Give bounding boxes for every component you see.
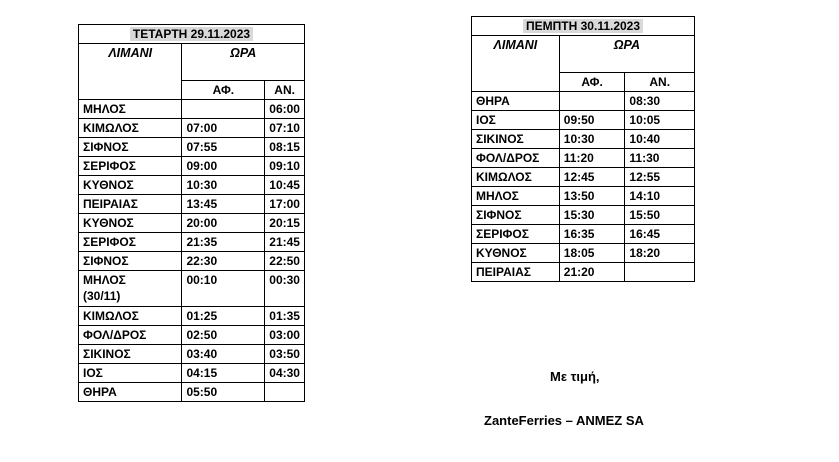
port-cell: ΚΙΜΩΛΟΣ bbox=[79, 307, 182, 326]
arrival-cell: 15:50 bbox=[625, 206, 695, 225]
departure-cell: 07:55 bbox=[182, 138, 265, 157]
port-cell: ΚΥΘΝΟΣ bbox=[79, 176, 182, 195]
departure-cell bbox=[559, 92, 625, 111]
table-row bbox=[472, 168, 695, 187]
departure-cell: 15:30 bbox=[559, 206, 625, 225]
arrival-cell: 06:00 bbox=[265, 100, 305, 119]
table-row bbox=[79, 214, 305, 233]
departure-cell: 01:25 bbox=[182, 307, 265, 326]
arrival-cell: 18:20 bbox=[625, 244, 695, 263]
date-cell bbox=[79, 25, 305, 44]
arrival-cell: 03:00 bbox=[265, 326, 305, 345]
header-row bbox=[472, 36, 695, 73]
arrival-header: ΑΝ. bbox=[625, 73, 695, 92]
table-row bbox=[79, 195, 305, 214]
departure-cell: 10:30 bbox=[559, 130, 625, 149]
port-cell: ΣΕΡΙΦΟΣ bbox=[79, 157, 182, 176]
table-row bbox=[472, 130, 695, 149]
arrival-cell: 09:10 bbox=[265, 157, 305, 176]
date-cell bbox=[472, 17, 695, 36]
table-row bbox=[79, 233, 305, 252]
departure-cell: 03:40 bbox=[182, 345, 265, 364]
departure-cell: 05:50 bbox=[182, 383, 265, 402]
arrival-cell: 08:15 bbox=[265, 138, 305, 157]
arrival-cell: 07:10 bbox=[265, 119, 305, 138]
port-cell: ΠΕΙΡΑΙΑΣ bbox=[79, 195, 182, 214]
departure-cell: 20:00 bbox=[182, 214, 265, 233]
departure-header: ΑΦ. bbox=[559, 73, 625, 92]
departure-cell: 11:20 bbox=[559, 149, 625, 168]
arrival-cell: 10:45 bbox=[265, 176, 305, 195]
table-row bbox=[79, 326, 305, 345]
arrival-cell: 20:15 bbox=[265, 214, 305, 233]
header-row bbox=[79, 44, 305, 81]
port-cell: ΜΗΛΟΣ bbox=[79, 100, 182, 119]
table-row bbox=[79, 138, 305, 157]
port-cell: ΘΗΡΑ bbox=[472, 92, 560, 111]
arrival-cell: 14:10 bbox=[625, 187, 695, 206]
departure-cell: 13:50 bbox=[559, 187, 625, 206]
port-cell: ΜΗΛΟΣ bbox=[472, 187, 560, 206]
time-header: ΩΡΑ bbox=[559, 36, 694, 73]
arrival-cell: 12:55 bbox=[625, 168, 695, 187]
port-cell: ΣΙΦΝΟΣ bbox=[79, 138, 182, 157]
arrival-header: ΑΝ. bbox=[265, 81, 305, 100]
table-row bbox=[79, 252, 305, 271]
arrival-cell: 08:30 bbox=[625, 92, 695, 111]
departure-cell: 21:20 bbox=[559, 263, 625, 282]
departure-cell: 00:10 bbox=[182, 271, 265, 307]
departure-cell: 02:50 bbox=[182, 326, 265, 345]
port-cell: ΦΟΛ/ΔΡΟΣ bbox=[79, 326, 182, 345]
table-row bbox=[79, 307, 305, 326]
table-row bbox=[472, 263, 695, 282]
port-cell: ΚΙΜΩΛΟΣ bbox=[472, 168, 560, 187]
port-cell: ΦΟΛ/ΔΡΟΣ bbox=[472, 149, 560, 168]
port-cell: ΚΙΜΩΛΟΣ bbox=[79, 119, 182, 138]
date-label: ΤΕΤΑΡΤΗ 29.11.2023 bbox=[130, 27, 253, 41]
table-row bbox=[472, 92, 695, 111]
arrival-cell: 16:45 bbox=[625, 225, 695, 244]
arrival-cell: 10:05 bbox=[625, 111, 695, 130]
table-row bbox=[472, 244, 695, 263]
arrival-cell: 21:45 bbox=[265, 233, 305, 252]
date-label: ΠΕΜΠΤΗ 30.11.2023 bbox=[523, 19, 643, 33]
arrival-cell bbox=[625, 263, 695, 282]
departure-cell: 04:15 bbox=[182, 364, 265, 383]
port-cell: ΚΥΘΝΟΣ bbox=[472, 244, 560, 263]
departure-cell: 18:05 bbox=[559, 244, 625, 263]
arrival-cell: 11:30 bbox=[625, 149, 695, 168]
arrival-cell bbox=[265, 383, 305, 402]
time-header: ΩΡΑ bbox=[182, 44, 305, 81]
table-row bbox=[472, 187, 695, 206]
port-cell: ΣΕΡΙΦΟΣ bbox=[472, 225, 560, 244]
arrival-cell: 04:30 bbox=[265, 364, 305, 383]
arrival-cell: 01:35 bbox=[265, 307, 305, 326]
table-row bbox=[79, 383, 305, 402]
port-cell: ΙΟΣ bbox=[472, 111, 560, 130]
departure-cell: 10:30 bbox=[182, 176, 265, 195]
table-row bbox=[79, 119, 305, 138]
port-cell bbox=[79, 271, 182, 307]
port-cell: ΣΕΡΙΦΟΣ bbox=[79, 233, 182, 252]
departure-cell: 21:35 bbox=[182, 233, 265, 252]
departure-cell: 16:35 bbox=[559, 225, 625, 244]
departure-cell: 13:45 bbox=[182, 195, 265, 214]
port-cell: ΣΙΦΝΟΣ bbox=[79, 252, 182, 271]
closing-text: Με τιμή, bbox=[550, 369, 600, 384]
table-row bbox=[79, 364, 305, 383]
port-cell: ΘΗΡΑ bbox=[79, 383, 182, 402]
departure-cell: 09:50 bbox=[559, 111, 625, 130]
departure-cell: 09:00 bbox=[182, 157, 265, 176]
table-row bbox=[79, 345, 305, 364]
company-signature: ZanteFerries – ANMEZ SA bbox=[484, 413, 644, 428]
table-row bbox=[472, 149, 695, 168]
port-name: ΜΗΛΟΣ bbox=[83, 273, 126, 287]
table-row bbox=[472, 206, 695, 225]
port-note: (30/11) bbox=[83, 289, 121, 303]
table-row bbox=[79, 157, 305, 176]
port-cell: ΣΙΚΙΝΟΣ bbox=[79, 345, 182, 364]
port-cell: ΚΥΘΝΟΣ bbox=[79, 214, 182, 233]
port-cell: ΣΙΚΙΝΟΣ bbox=[472, 130, 560, 149]
arrival-cell: 22:50 bbox=[265, 252, 305, 271]
wednesday-schedule-table bbox=[78, 24, 305, 402]
table-row bbox=[79, 271, 305, 307]
arrival-cell: 17:00 bbox=[265, 195, 305, 214]
table-row bbox=[79, 100, 305, 119]
date-row bbox=[472, 17, 695, 36]
departure-cell bbox=[182, 100, 265, 119]
port-cell: ΣΙΦΝΟΣ bbox=[472, 206, 560, 225]
port-cell: ΠΕΙΡΑΙΑΣ bbox=[472, 263, 560, 282]
port-header: ΛΙΜΑΝΙ bbox=[472, 36, 560, 92]
departure-header: ΑΦ. bbox=[182, 81, 265, 100]
table-row bbox=[79, 176, 305, 195]
table-row bbox=[472, 111, 695, 130]
date-row bbox=[79, 25, 305, 44]
departure-cell: 22:30 bbox=[182, 252, 265, 271]
arrival-cell: 10:40 bbox=[625, 130, 695, 149]
departure-cell: 07:00 bbox=[182, 119, 265, 138]
arrival-cell: 03:50 bbox=[265, 345, 305, 364]
table-row bbox=[472, 225, 695, 244]
thursday-schedule-table bbox=[471, 16, 695, 282]
port-cell: ΙΟΣ bbox=[79, 364, 182, 383]
departure-cell: 12:45 bbox=[559, 168, 625, 187]
arrival-cell: 00:30 bbox=[265, 271, 305, 307]
port-header: ΛΙΜΑΝΙ bbox=[79, 44, 182, 100]
